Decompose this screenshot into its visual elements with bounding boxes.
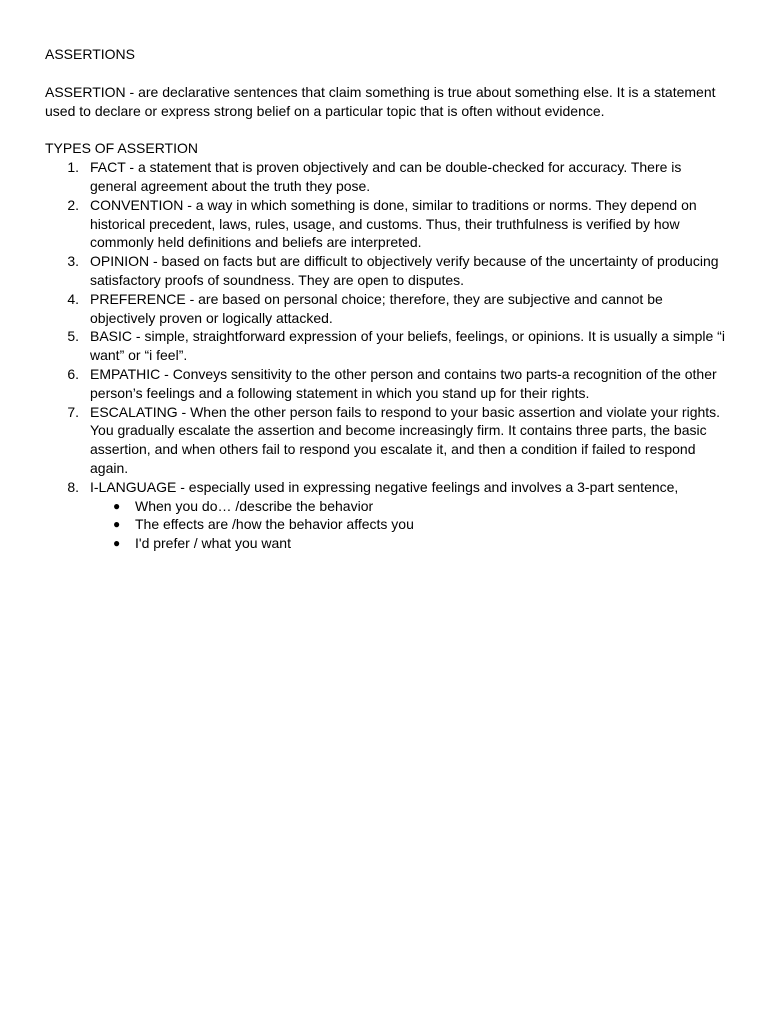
document-title: ASSERTIONS [45, 46, 135, 62]
list-item-text: ESCALATING - When the other person fails to respond to your basic assertion and violate your rights. You gradually escalate the assertion and become increasingly firm. It contains three parts, the basic assertion, and when others fail to respond you escalate it, and then a condition if failed to respond again. [90, 403, 721, 476]
list-item-number: 1. [67, 159, 79, 176]
list-item-number: 6. [67, 365, 79, 382]
list-item-text: EMPATHIC - Conveys sensitivity to the other person and contains two parts-a recognition of the other person’s feelings and a following statement in which you stand up for their rights. [90, 365, 717, 401]
list-item [45, 365, 725, 403]
list-item-text: PREFERENCE - are based on personal choice; therefore, they are subjective and cannot be objectively proven or logically attacked. [90, 290, 663, 326]
list-item-number: 2. [67, 196, 79, 213]
list-item [45, 158, 725, 196]
sub-list-item [90, 497, 725, 516]
sub-list-item [90, 515, 725, 534]
list-item [45, 403, 725, 478]
list-item-text: BASIC - simple, straightforward expression of your beliefs, feelings, or opinions. It is usually a simple “i want” or “i feel”. [90, 328, 725, 364]
sub-list-item-text: The effects are /how the behavior affects you [135, 516, 414, 533]
bullet-icon: ● [113, 498, 121, 513]
sub-list [90, 497, 725, 553]
assertion-definition: ASSERTION - are declarative sentences that claim something is true about something else. It is a statement used to declare or express strong belief on a particular topic that is often without evidence. [45, 83, 716, 119]
list-item-number: 7. [67, 403, 79, 420]
bullet-icon: ● [113, 517, 121, 532]
sub-list-item [90, 534, 725, 553]
list-item-number: 8. [67, 478, 79, 495]
list-item-text: CONVENTION - a way in which something is done, similar to traditions or norms. They depend on historical precedent, laws, rules, usage, and customs. Thus, their truthfulness is verified by how commonly held definitions and beliefs are interpreted. [90, 196, 697, 251]
list-item-text: FACT - a statement that is proven objectively and can be double-checked for accuracy. There is general agreement about the truth they pose. [90, 159, 682, 194]
types-heading: TYPES OF ASSERTION [45, 140, 199, 157]
sub-list-item-text: When you do… /describe the behavior [135, 497, 374, 514]
types-list [45, 158, 725, 553]
list-item [45, 196, 725, 252]
list-item-number: 3. [67, 253, 79, 270]
list-item [45, 327, 725, 365]
list-item [45, 290, 725, 328]
sub-list-item-text: I'd prefer / what you want [135, 535, 291, 552]
list-item [45, 252, 725, 290]
list-item-text: OPINION - based on facts but are difficult to objectively verify because of the uncertainty of producing satisfactory proofs of soundness. They are open to disputes. [90, 253, 719, 288]
list-item-number: 4. [67, 290, 79, 307]
list-item [45, 478, 725, 553]
list-item-text: I-LANGUAGE - especially used in expressing negative feelings and involves a 3-part sentence, [90, 478, 679, 495]
document-page [45, 45, 725, 553]
bullet-icon: ● [113, 536, 121, 551]
list-item-number: 5. [67, 328, 79, 345]
